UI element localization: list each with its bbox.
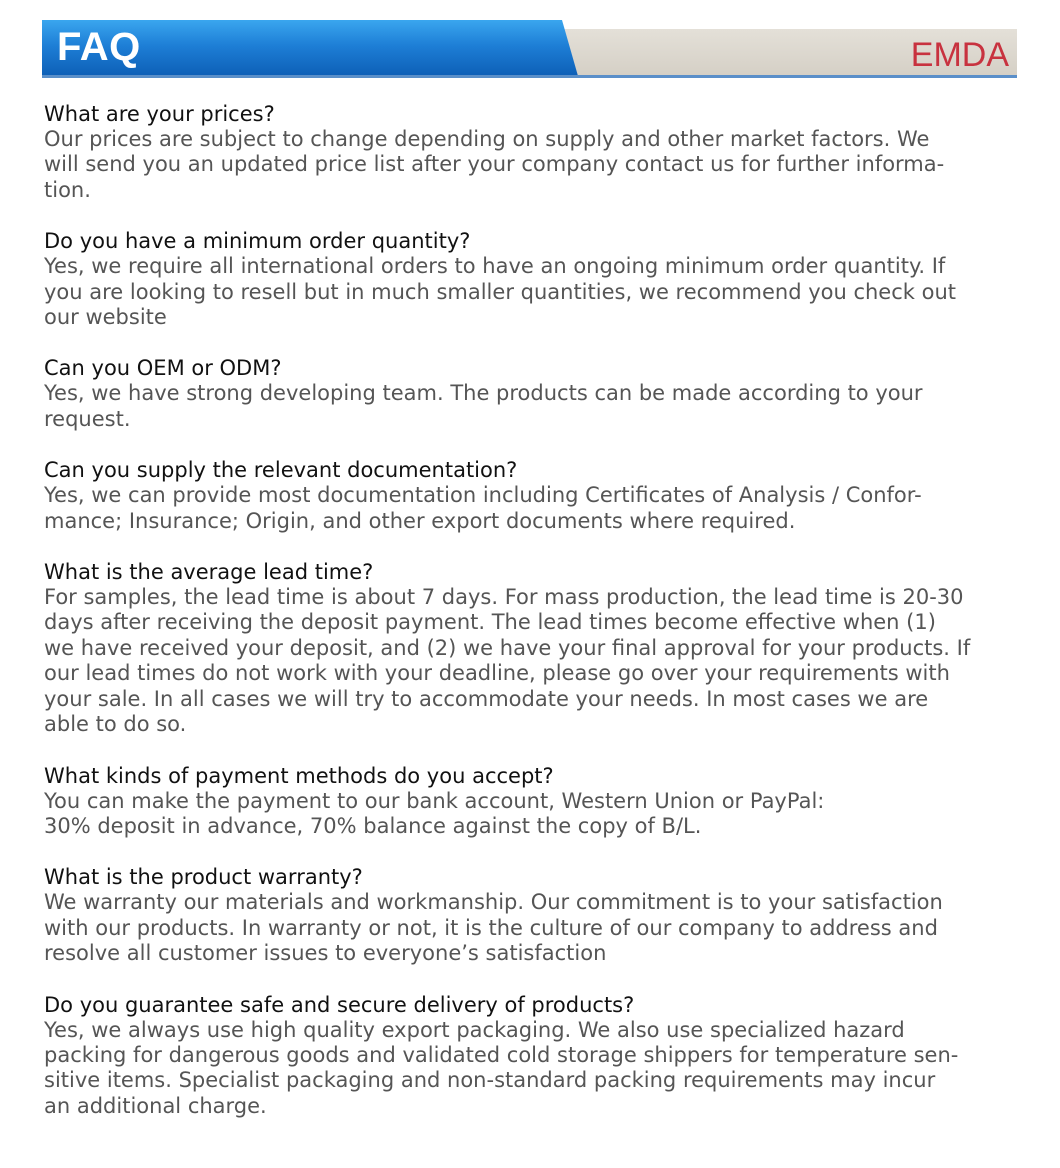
brand-name: EMDA <box>910 36 1009 74</box>
answer-line: 30% deposit in advance, 70% balance against the copy of B/L. <box>44 813 702 838</box>
faq-item <box>44 559 1024 737</box>
faq-item <box>44 864 1024 966</box>
faq-item <box>44 101 1024 203</box>
faq-item <box>44 228 1024 330</box>
answer-line: resolve all customer issues to everyone’s satisfaction <box>44 941 607 966</box>
answer-line: Yes, we always use high quality export packaging. We also use specialized hazard <box>44 1017 905 1042</box>
faq-answer <box>44 127 1024 203</box>
faq-item <box>44 355 1024 432</box>
faq-answer <box>44 254 1024 330</box>
faq-answer <box>44 483 1024 534</box>
faq-item <box>44 763 1024 840</box>
answer-line: tion. <box>44 177 91 202</box>
answer-line: our website <box>44 305 167 330</box>
faq-question: What kinds of payment methods do you accept? <box>44 763 554 788</box>
answer-line: For samples, the lead time is about 7 days. For mass production, the lead time is 20-30 <box>44 585 964 610</box>
faq-question: What is the product warranty? <box>44 865 363 890</box>
faq-item <box>44 992 1024 1120</box>
answer-line: able to do so. <box>44 712 187 737</box>
answer-line: request. <box>44 406 131 431</box>
answer-line: You can make the payment to our bank account, Western Union or PayPal: <box>44 788 825 813</box>
answer-line: Our prices are subject to change depending on supply and other market factors. We <box>44 127 930 151</box>
faq-list <box>44 101 1024 1144</box>
faq-answer <box>44 789 1024 840</box>
faq-answer <box>44 1018 1024 1120</box>
answer-line: packing for dangerous goods and validated cold storage shippers for temperature sen- <box>44 1042 959 1067</box>
answer-line: Yes, we have strong developing team. The products can be made according to your <box>44 381 923 406</box>
faq-question: What are your prices? <box>44 102 275 126</box>
answer-line: mance; Insurance; Origin, and other export documents where required. <box>44 508 796 533</box>
header-underline <box>42 75 1017 78</box>
answer-line: we have received your deposit, and (2) we have your final approval for your products. If <box>44 635 971 660</box>
faq-question: Can you OEM or ODM? <box>44 356 282 381</box>
answer-line: We warranty our materials and workmanship. Our commitment is to your satisfaction <box>44 890 943 915</box>
faq-question: Do you guarantee safe and secure delivery of products? <box>44 992 635 1017</box>
faq-item <box>44 457 1024 534</box>
answer-line: an additional charge. <box>44 1093 267 1118</box>
answer-line: your sale. In all cases we will try to accommodate your needs. In most cases we are <box>44 686 929 711</box>
faq-answer <box>44 585 1024 737</box>
faq-title: FAQ <box>57 25 141 69</box>
faq-question: Can you supply the relevant documentation? <box>44 458 518 483</box>
answer-line: days after receiving the deposit payment. The lead times become effective when (1) <box>44 610 936 635</box>
answer-line: with our products. In warranty or not, it is the culture of our company to address and <box>44 915 938 940</box>
answer-line: our lead times do not work with your deadline, please go over your requirements with <box>44 661 950 686</box>
answer-line: you are looking to resell but in much smaller quantities, we recommend you check out <box>44 279 957 304</box>
faq-answer <box>44 381 1024 432</box>
answer-line: will send you an updated price list after your company contact us for further informa- <box>44 152 945 177</box>
faq-header-banner <box>42 20 1017 78</box>
header-slant <box>512 20 582 76</box>
answer-line: Yes, we require all international orders to have an ongoing minimum order quantity. If <box>44 254 946 279</box>
faq-answer <box>44 890 1024 966</box>
faq-question: Do you have a minimum order quantity? <box>44 229 471 254</box>
answer-line: sitive items. Specialist packaging and non-standard packing requirements may incur <box>44 1068 936 1093</box>
faq-question: What is the average lead time? <box>44 560 374 585</box>
answer-line: Yes, we can provide most documentation including Certificates of Analysis / Confor- <box>44 483 922 508</box>
